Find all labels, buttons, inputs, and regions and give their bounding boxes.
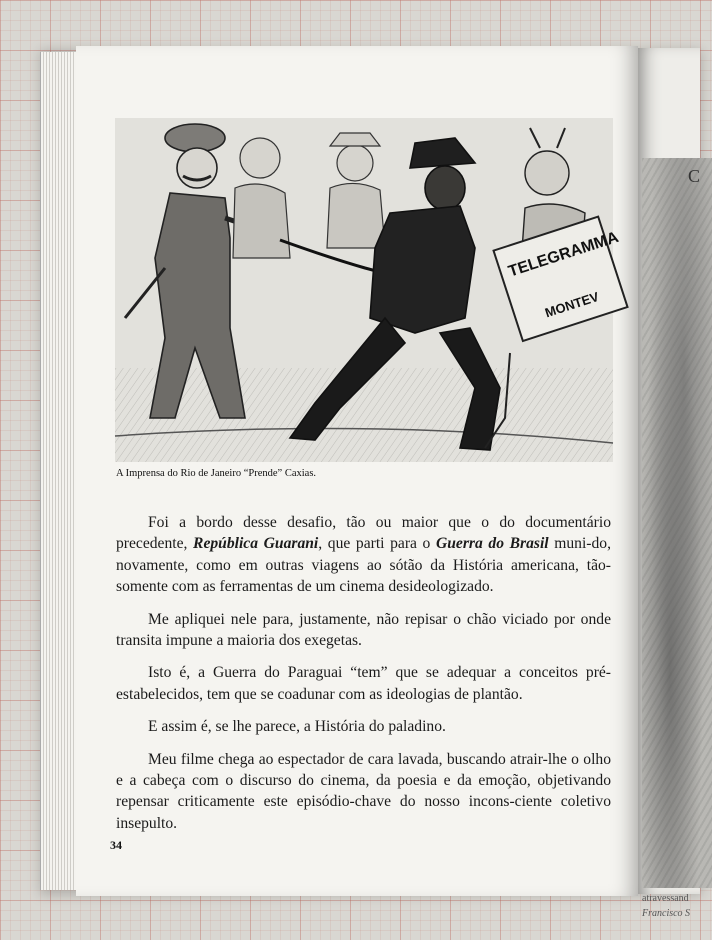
body-text <box>116 512 611 845</box>
paragraph-3: Isto é, a Guerra do Paraguai “tem” que se adequar a conceitos pré-estabelecidos, tem que se coadunar com as ideologias de plantão. <box>116 664 611 703</box>
facing-page-caption-line2: Francisco S <box>642 908 691 919</box>
paragraph-1: Foi a bordo desse desafio, tão ou maior que o do documentário precedente, República Guarani, que parti para o Guerra do Brasil muni-do, novamente, como em outras viagens ao sótão da História americana, tão-somente com as ferramentas de um cinema desideologizado. <box>116 514 611 596</box>
facing-page-illustration <box>642 158 712 888</box>
facing-page-letter: C <box>688 166 701 186</box>
facing-page-caption-line1: atravessand <box>642 893 689 904</box>
paragraph-2: Me apliquei nele para, justamente, não repisar o chão viciado por onde transita impune a maioria dos exegetas. <box>116 610 611 650</box>
caricature-illustration <box>115 118 621 462</box>
facing-page <box>638 48 701 919</box>
page-edges <box>40 52 81 890</box>
sign-text: TELEGRAMMA <box>506 228 621 281</box>
paragraph-4: E assim é, se lhe parece, a História do paladino. <box>148 718 446 736</box>
sign-text-2: MONTEV <box>543 288 601 321</box>
title-guerra-do-brasil: Guerra do Brasil <box>435 535 549 553</box>
page-number: 34 <box>110 838 122 852</box>
paragraph-5: Meu filme chega ao espectador de cara lavada, buscando atrair-lhe o olho e a cabeça com o discurso do cinema, da poesia e da emoção, objetivando repensar criticamente este episódio-chave do nosso incons-ciente coletivo insepulto. <box>116 750 611 832</box>
figure-caption: A Imprensa do Rio de Janeiro “Prende” Caxias. <box>116 468 317 479</box>
title-republica-guarani: República Guarani <box>193 535 319 553</box>
